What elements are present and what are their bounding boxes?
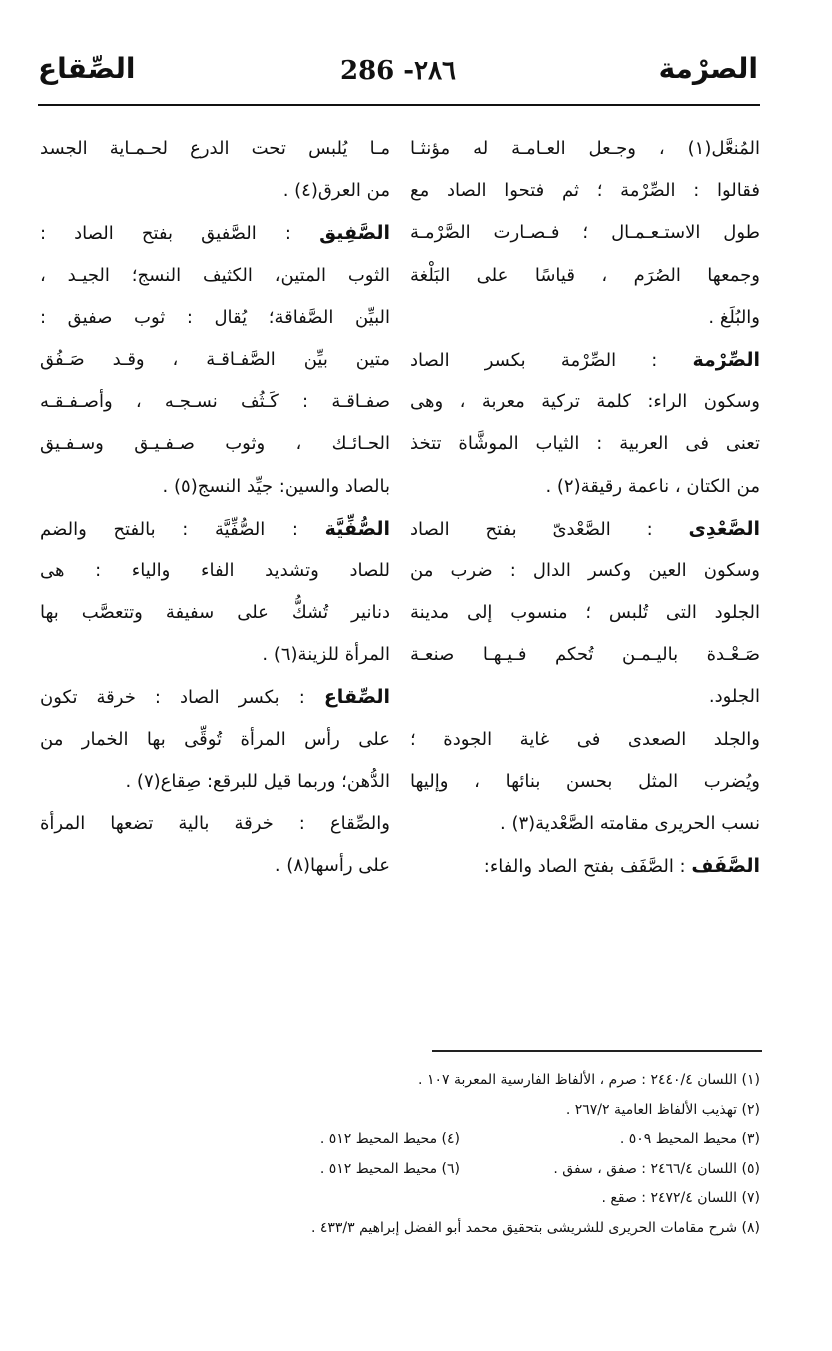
- text-line: [40, 803, 390, 845]
- text-line: [40, 592, 390, 634]
- text-line: [410, 508, 760, 550]
- line-text: من الكتان ، ناعمة رقيقة(٢) .: [545, 475, 760, 497]
- text-line: [410, 676, 760, 718]
- line-text: متين بيِّن الصَّفـاقـة ، وقـد صَـفُق: [40, 348, 390, 370]
- entry-headword: الصَّعْدِى: [688, 517, 760, 540]
- footnote-1: (١) اللسان ٢٤٤٠/٤ : صرم ، الألفاظ الفارسية المعربة ١٠٧ .: [418, 1072, 760, 1088]
- text-line: [410, 550, 760, 592]
- line-text: طول الاستـعـمـال ؛ فـصـارت الصَّرْمـة: [410, 222, 760, 244]
- line-text: والصِّقاع : خرقة بالية تضعها المرأة: [40, 813, 390, 834]
- footnote-2: (٢) تهذيب الألفاظ العامية ٢٦٧/٢ .: [565, 1101, 760, 1118]
- line-text: : الصِّرْمة بكسر الصاد: [410, 349, 693, 371]
- line-text: الجلود.: [708, 686, 760, 708]
- text-line: [410, 761, 760, 803]
- line-text: الدُّهن؛ وربما قيل للبرقع: صِقاع(٧) .: [125, 770, 390, 792]
- header-rule: [38, 104, 760, 106]
- line-text: ويُضرب المثل بحسن بنائها ، وإليها: [410, 770, 760, 792]
- entry-headword: الصَّفَف: [691, 855, 760, 878]
- text-line: [40, 508, 390, 550]
- line-text: على رأسها(٨) .: [274, 855, 390, 877]
- line-text: على رأس المرأة تُوقِّى بها الخمار من: [40, 728, 390, 750]
- header-entry-start: الصرْمة: [658, 52, 758, 85]
- right-column: [410, 128, 760, 887]
- text-line: [410, 803, 760, 845]
- line-text: نسب الحريرى مقامته الصَّعْدية(٣) .: [500, 813, 760, 834]
- line-text: المُنعَّل(١) ، وجـعل العـامـة له مؤنثـا: [410, 138, 760, 159]
- footnote-6: (٦) محيط المحيط ٥١٢ .: [319, 1160, 460, 1177]
- line-text: الجلود التى تُلبس ؛ منسوب إلى مدينة: [410, 602, 760, 624]
- line-text: وجمعها الصُرَم ، قياسًا على البَلْغة: [410, 264, 760, 286]
- line-text: دنانير تُشكُّ على سفيفة وتتعصَّب بها: [40, 602, 390, 624]
- text-line: [40, 719, 390, 761]
- line-text: : الصَّعْدىّ بفتح الصاد: [410, 518, 689, 540]
- line-text: : الصَّفَف بفتح الصاد والفاء:: [483, 856, 692, 878]
- page-header: [38, 52, 758, 102]
- entry-headword: الصِّرْمة: [692, 348, 760, 371]
- header-entry-end: الصِّقاع: [38, 52, 136, 85]
- text-line: [40, 466, 390, 508]
- line-text: بالصاد والسين: جيِّد النسج(٥) .: [162, 475, 390, 497]
- line-text: وسكون العين وكسر الدال : ضرب من: [410, 559, 760, 581]
- line-text: من العرق(٤) .: [282, 180, 390, 202]
- text-line: [40, 550, 390, 592]
- line-text: والجلد الصعدى فى غاية الجودة ؛: [410, 728, 760, 750]
- line-text: البيِّن الصَّفاقة؛ يُقال : ثوب صفيق :: [40, 306, 390, 328]
- line-text: صفـاقـة : كَـثُف نسـجـه ، وأصـفـقـه: [40, 391, 390, 413]
- line-text: تعنى فى العربية : الثياب الموشَّاة تتخذ: [410, 433, 760, 455]
- text-line: [410, 719, 760, 761]
- entry-headword: الصُّفِّيَّة: [324, 517, 390, 540]
- footnote-row-5-6: [190, 1155, 760, 1185]
- text-line: [40, 423, 390, 465]
- footnote-3: (٣) محيط المحيط ٥٠٩ .: [619, 1131, 760, 1147]
- line-text: : الصَّفيق بفتح الصاد :: [40, 223, 320, 245]
- line-text: مـا يُلبس تحت الدرع لحـمـاية الجسد: [40, 138, 390, 159]
- text-line: [40, 128, 390, 170]
- footnote-row-3-4: [190, 1125, 760, 1155]
- line-text: للصاد وتشديد الفاء والياء : هى: [40, 559, 390, 581]
- text-line: [410, 297, 760, 339]
- entry-headword: الصِّقاع: [323, 686, 390, 709]
- left-column: [40, 128, 390, 887]
- text-line: [410, 212, 760, 254]
- footnote-7: (٧) اللسان ٢٤٧٢/٤ : صقع .: [601, 1190, 760, 1206]
- text-line: [40, 255, 390, 297]
- text-line: [410, 423, 760, 465]
- text-line: [410, 128, 760, 170]
- footnote-rule: [432, 1050, 762, 1052]
- body-columns: [40, 128, 760, 988]
- line-text: وسكون الراء: كلمة تركية معربة ، وهى: [410, 391, 760, 413]
- text-line: [40, 845, 390, 887]
- text-line: [40, 761, 390, 803]
- text-line: [410, 845, 760, 887]
- line-text: الثوب المتين، الكثيف النسج؛ الجيـد ،: [40, 264, 390, 286]
- text-line: [410, 634, 760, 676]
- text-line: [40, 212, 390, 254]
- line-text: والبُلَغ .: [708, 306, 760, 328]
- footnote-8: (٨) شرح مقامات الحريرى للشريشى بتحقيق محمد أبو الفضل إبراهيم ٤٣٣/٣ .: [310, 1219, 760, 1236]
- line-text: صَـعْـدة باليـمـن تُحكم فـيـهـا صنعـة: [410, 644, 760, 666]
- entry-headword: الصَّفِيق: [319, 222, 390, 245]
- text-line: [40, 676, 390, 718]
- footnotes: [190, 1066, 760, 1243]
- text-line: [410, 339, 760, 381]
- line-text: المرأة للزينة(٦) .: [262, 644, 390, 666]
- page-number: 286 -٢٨٦: [339, 56, 457, 86]
- text-line: [40, 170, 390, 212]
- footnote-5: (٥) اللسان ٢٤٦٦/٤ : صفق ، سفق .: [553, 1160, 760, 1177]
- line-text: فقالوا : الصِّرْمة ؛ ثم فتحوا الصاد مع: [410, 180, 760, 202]
- text-line: [410, 466, 760, 508]
- text-line: [40, 297, 390, 339]
- text-line: [410, 170, 760, 212]
- text-line: [410, 255, 760, 297]
- line-text: : الصُّفِّيَّة : بالفتح والضم: [40, 518, 325, 540]
- text-line: [40, 339, 390, 381]
- text-line: [40, 634, 390, 676]
- text-line: [410, 381, 760, 423]
- footnote-4: (٤) محيط المحيط ٥١٢ .: [319, 1131, 460, 1147]
- text-line: [410, 592, 760, 634]
- line-text: : بكسر الصاد : خرقة تكون: [40, 687, 324, 709]
- line-text: الحـائـك ، وثوب صـفـيـق وسـفـيق: [40, 433, 390, 455]
- text-line: [40, 381, 390, 423]
